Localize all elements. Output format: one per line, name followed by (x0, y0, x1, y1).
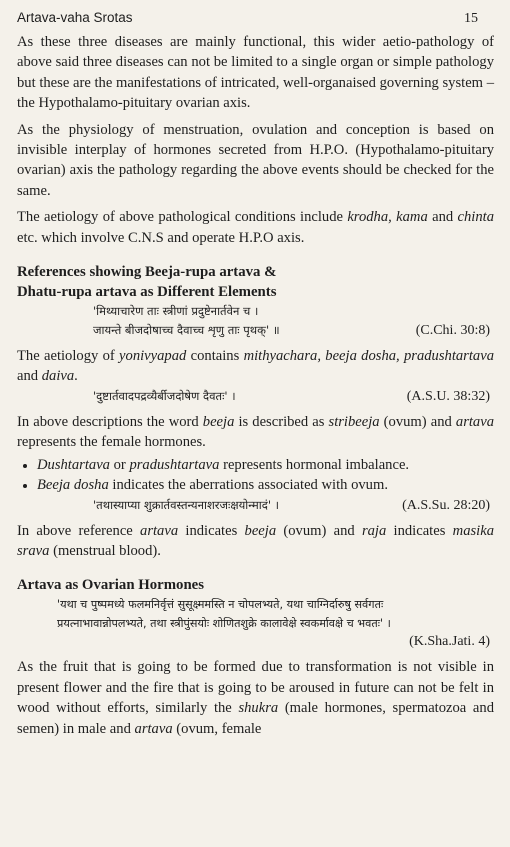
paragraph-2: As the physiology of menstruation, ovulation and conception is based on invisible interplay of hormones secreted from H.P.O. (Hypothalamo-pituitary ovarian) axis the pathology regarding the above events should be checked for the same. (17, 121, 494, 199)
page-number: 15 (464, 11, 478, 26)
sanskrit-verse-1: 'मिथ्याचारेण ताः स्त्रीणां प्रदुष्टेनार्तवेन च । जायन्ते बीजदोषाच्च दैवाच्च शृणु ताः पृथक्' ॥ (C.Chi. 30:8) (93, 304, 490, 339)
paragraph-7: As the fruit that is going to be formed due to transformation is not visible in present flower and the fire that is going to be aroused in future can not be felt in wood without efforts, similarly the shukra (male hormones, spermatozoa and semen) in male and artava (ovum, female (17, 659, 494, 737)
paragraph-3: The aetiology of above pathological conditions include krodha, kama and chinta etc. which involve C.N.S and operate H.P.O axis. (17, 209, 494, 246)
sanskrit-verse-2: 'दुष्टार्तवादपद्रव्यैर्बीजदोषेण दैवतः' । (A.S.U. 38:32) (93, 388, 490, 404)
bullet-list (17, 455, 494, 496)
section-heading-references: References showing Beeja-rupa artava & Dhatu-rupa artava as Different Elements (17, 264, 277, 301)
list-item: • Beeja dosha indicates the aberrations associated with ovum. (37, 475, 494, 495)
verse-4-reference: (K.Sha.Jati. 4) (409, 634, 490, 650)
paragraph-6: In above reference artava indicates beeja (ovum) and raja indicates masika srava (menstrual blood). (17, 522, 495, 559)
paragraph-4: The aetiology of yonivyapad contains mithyachara, beeja dosha, pradushtartava and daiva. (17, 348, 494, 385)
sanskrit-verse-3: 'तथास्याप्या शुक्रार्तवस्तन्यनाशरजःक्षयोन्मादं' । (A.S.Su. 28:20) (93, 497, 490, 513)
paragraph-5: In above descriptions the word beeja is described as stribeeja (ovum) and artava represents the female hormones. (17, 413, 494, 451)
verse-3-reference: (A.S.Su. 28:20) (402, 497, 490, 513)
verse-2-reference: (A.S.U. 38:32) (406, 388, 490, 404)
sanskrit-verse-4: 'यथा च पुष्पमध्ये फलमनिर्वृत्तं सुसूक्ष्ममस्ति न चोपलभ्यते, यथा चाग्निर्दारुषु सर्वगतः प्रयत्नाभावान्नोपलभ्यते, तथा स्त्रीपुंसयोः शोणितशुक्रे कालावेक्षे स्वकर्मावक्षे च भवतः' । (K.Sha.Jati. 4) (57, 598, 490, 650)
section-heading-ovarian-hormones: Artava as Ovarian Hormones (17, 577, 204, 594)
page-header (17, 10, 494, 32)
list-item: • Dushtartava or pradushtartava represents hormonal imbalance. (37, 455, 494, 475)
verse-1-reference: (C.Chi. 30:8) (415, 323, 490, 339)
running-head: Artava-vaha Srotas (17, 10, 133, 25)
paragraph-1: As these three diseases are mainly functional, this wider aetio-pathology of above said three diseases can not be limited to a single organ or simple pathology but these are the manifestations of intricated, well-organaised governing system – the Hypothalamo-pituitary ovarian axis. (17, 34, 494, 112)
